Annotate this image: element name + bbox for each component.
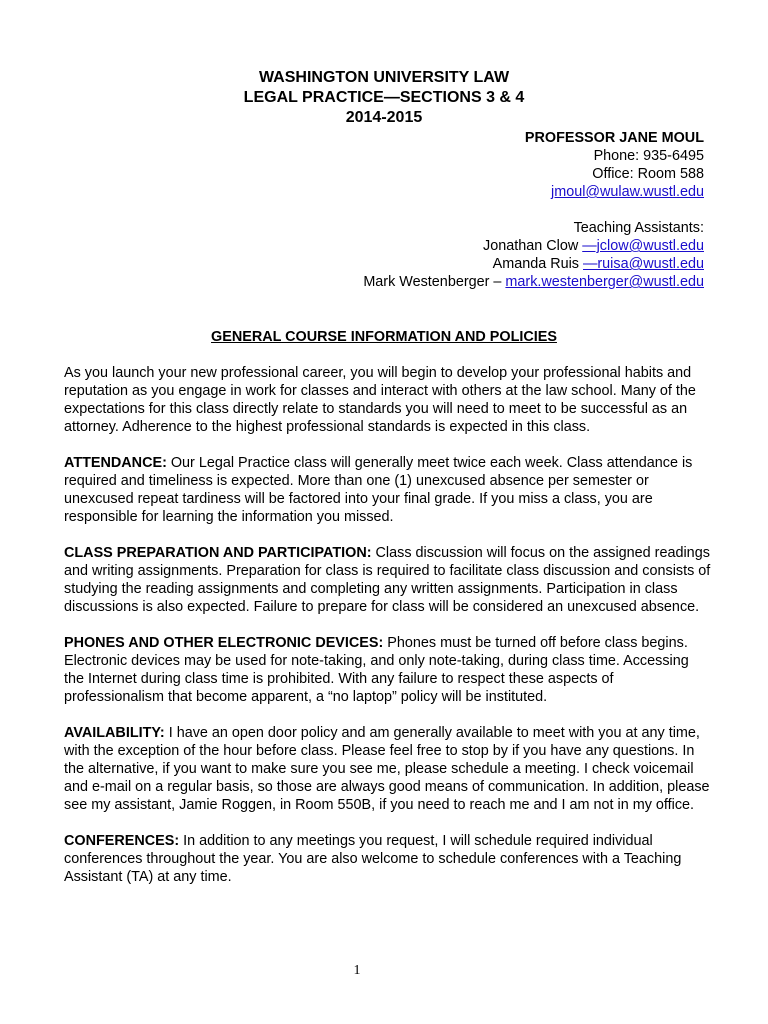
policy-label: CLASS PREPARATION AND PARTICIPATION: <box>64 545 372 561</box>
policy-label: PHONES AND OTHER ELECTRONIC DEVICES: <box>64 635 384 651</box>
document-title <box>64 68 704 128</box>
policy-text: In addition to any meetings you request, I will schedule required individual conferences throughout the year. You are also welcome to schedule conferences with a Teaching Assistant (TA) at any time. <box>64 833 682 885</box>
ta-email-link[interactable]: —jclow@wustl.edu <box>582 238 704 254</box>
ta-row <box>363 255 704 273</box>
ta-email-link[interactable]: mark.westenberger@wustl.edu <box>505 274 704 290</box>
professor-email-link[interactable]: jmoul@wulaw.wustl.edu <box>551 184 704 200</box>
professor-phone: Phone: 935-6495 <box>593 148 704 164</box>
policy-paragraph <box>64 454 712 526</box>
policy-label: CONFERENCES: <box>64 833 180 849</box>
policy-text: Phones must be turned off before class begins. Electronic devices may be used for note-taking, and only note-taking, during class time. Accessing the Internet during class time is prohibited. With any failure to respect these aspects of professionalism that become apparent, a “no laptop” policy will be instituted. <box>64 635 689 705</box>
policy-paragraph <box>64 832 712 886</box>
ta-name: Amanda Ruis <box>492 256 583 272</box>
intro-paragraph: As you launch your new professional career, you will begin to develop your professional habits and reputation as you engage in work for classes and interact with others at the law school. Many of the expectations for this class directly relate to standards you will need to meet to be successful as an attorney. Adherence to the highest professional standards is expected in this class. <box>64 365 696 435</box>
title-line-university: WASHINGTON UNIVERSITY LAW <box>258 69 510 86</box>
ta-row <box>363 273 704 291</box>
professor-office: Office: Room 588 <box>592 166 704 182</box>
ta-label: Teaching Assistants: <box>573 220 704 236</box>
title-line-course: LEGAL PRACTICE—SECTIONS 3 & 4 <box>243 89 525 106</box>
professor-name: PROFESSOR JANE MOUL <box>524 130 704 146</box>
ta-name: Jonathan Clow <box>483 238 583 254</box>
policy-text: I have an open door policy and am generally available to meet with you at any time, with the exception of the hour before class. Please feel free to stop by if you have any questions. In the alternative, if you want to make sure you see me, please schedule a meeting. I check voicemail and e-mail on a regular basis, so those are always good means of communication. In addition, please see my assistant, Jamie Roggen, in Room 550B, if you need to reach me and I am not in my office. <box>64 725 710 813</box>
page-number: 1 <box>353 963 361 978</box>
ta-row <box>363 237 704 255</box>
ta-email-link[interactable]: —ruisa@wustl.edu <box>583 256 704 272</box>
title-line-year: 2014-2015 <box>345 109 423 126</box>
policy-text: Our Legal Practice class will generally meet twice each week. Class attendance is required and timeliness is expected. More than one (1) unexcused absence per semester or unexcused repeat tardiness will be factored into your final grade. If you miss a class, you are responsible for learning the information you missed. <box>64 455 693 525</box>
ta-name: Mark Westenberger – <box>363 274 506 290</box>
policy-paragraph <box>64 724 712 814</box>
policy-label: AVAILABILITY: <box>64 725 165 741</box>
section-heading: GENERAL COURSE INFORMATION AND POLICIES <box>211 329 557 345</box>
policy-paragraph <box>64 544 712 616</box>
policy-text: Class discussion will focus on the assigned readings and writing assignments. Preparation for class is required to facilitate class discussion and consists of studying the reading assignments and completing any written assignments. Participation in class discussions is also expected. Failure to prepare for class will be considered an unexcused absence. <box>64 545 711 615</box>
spacer <box>363 201 704 219</box>
policy-paragraph <box>64 634 712 706</box>
contact-block <box>363 129 704 291</box>
policy-label: ATTENDANCE: <box>64 455 167 471</box>
document-body <box>64 364 712 904</box>
